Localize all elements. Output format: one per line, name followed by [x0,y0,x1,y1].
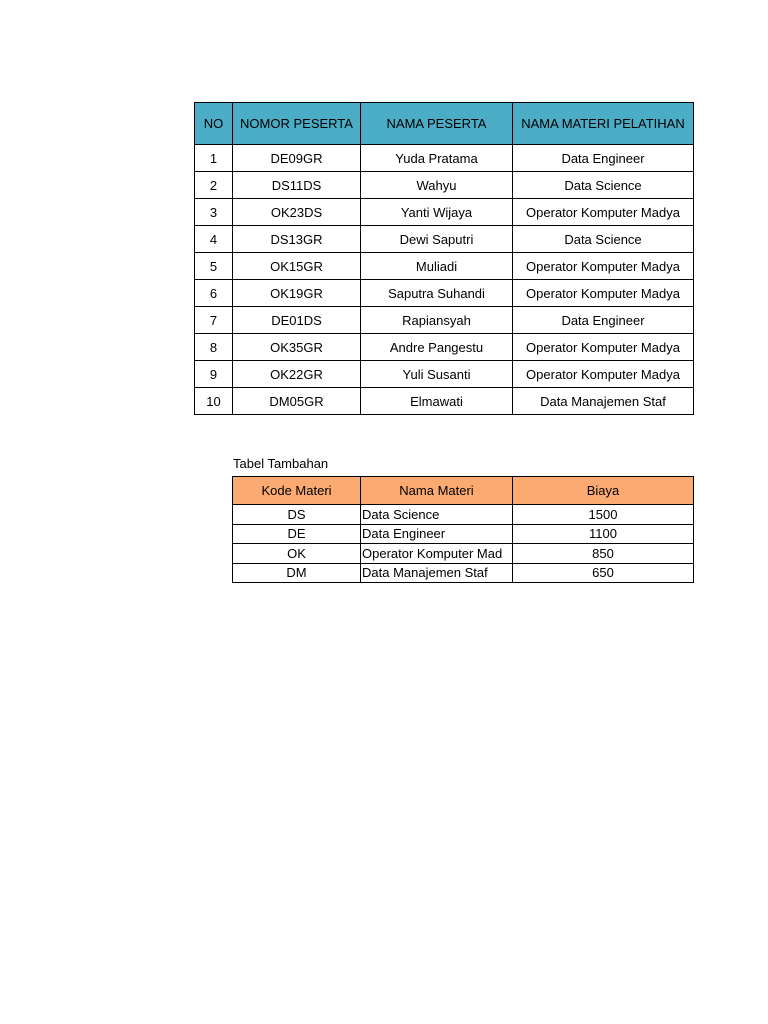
cell-nama-materi[interactable]: Operator Komputer Mad [361,544,513,564]
cell-biaya[interactable]: 1100 [513,524,694,544]
cell-nama-materi[interactable]: Data Science [513,172,694,199]
cell-nama-peserta[interactable]: Yanti Wijaya [361,199,513,226]
cell-no[interactable]: 7 [195,307,233,334]
cell-nama-materi[interactable]: Operator Komputer Madya [513,334,694,361]
cell-nama-peserta[interactable]: Yuda Pratama [361,145,513,172]
cell-kode-materi[interactable]: DE [233,524,361,544]
cell-no[interactable]: 10 [195,388,233,415]
cell-nama-peserta[interactable]: Rapiansyah [361,307,513,334]
table-row [195,199,694,226]
cell-nomor-peserta[interactable]: DE01DS [233,307,361,334]
cell-no[interactable]: 5 [195,253,233,280]
participant-table [194,102,694,415]
table-row [233,563,694,583]
cell-nama-peserta[interactable]: Andre Pangestu [361,334,513,361]
cell-nomor-peserta[interactable]: OK35GR [233,334,361,361]
table-row [195,253,694,280]
cell-nomor-peserta[interactable]: DM05GR [233,388,361,415]
cell-nama-peserta[interactable]: Dewi Saputri [361,226,513,253]
cell-nomor-peserta[interactable]: OK19GR [233,280,361,307]
cell-biaya[interactable]: 850 [513,544,694,564]
cell-biaya[interactable]: 650 [513,563,694,583]
cell-nama-materi[interactable]: Operator Komputer Madya [513,361,694,388]
cell-biaya[interactable]: 1500 [513,505,694,525]
cell-nama-materi[interactable]: Data Science [361,505,513,525]
table-row [233,524,694,544]
cell-nomor-peserta[interactable]: DS11DS [233,172,361,199]
cell-kode-materi[interactable]: DM [233,563,361,583]
table-row [195,172,694,199]
cell-nama-materi[interactable]: Data Manajemen Staf [513,388,694,415]
cell-kode-materi[interactable]: DS [233,505,361,525]
materi-cost-table [232,476,694,583]
cell-no[interactable]: 6 [195,280,233,307]
table-row [233,544,694,564]
cell-nama-materi[interactable]: Data Engineer [361,524,513,544]
cell-no[interactable]: 4 [195,226,233,253]
table-row [195,280,694,307]
cell-nama-materi[interactable]: Data Engineer [513,145,694,172]
table-row [195,361,694,388]
cell-nama-materi[interactable]: Operator Komputer Madya [513,280,694,307]
cell-nomor-peserta[interactable]: OK23DS [233,199,361,226]
cell-nama-peserta[interactable]: Muliadi [361,253,513,280]
header-biaya[interactable]: Biaya [513,477,694,505]
header-nama-materi[interactable]: Nama Materi [361,477,513,505]
cell-nama-materi[interactable]: Data Manajemen Staf [361,563,513,583]
cell-no[interactable]: 8 [195,334,233,361]
header-nama-materi-pelatihan[interactable]: NAMA MATERI PELATIHAN [513,103,694,145]
header-no[interactable]: NO [195,103,233,145]
table-header-row [233,477,694,505]
cell-nama-peserta[interactable]: Wahyu [361,172,513,199]
table-row [233,505,694,525]
cell-kode-materi[interactable]: OK [233,544,361,564]
header-nomor-peserta[interactable]: NOMOR PESERTA [233,103,361,145]
table-header-row [195,103,694,145]
table-row [195,334,694,361]
cell-no[interactable]: 1 [195,145,233,172]
header-nama-peserta[interactable]: NAMA PESERTA [361,103,513,145]
cell-no[interactable]: 3 [195,199,233,226]
extra-table-caption[interactable]: Tabel Tambahan [233,456,329,471]
header-kode-materi[interactable]: Kode Materi [233,477,361,505]
cell-nama-materi[interactable]: Operator Komputer Madya [513,199,694,226]
cell-nama-peserta[interactable]: Yuli Susanti [361,361,513,388]
cell-no[interactable]: 9 [195,361,233,388]
cell-nama-peserta[interactable]: Elmawati [361,388,513,415]
cell-nomor-peserta[interactable]: DE09GR [233,145,361,172]
table-row [195,226,694,253]
cell-nama-materi[interactable]: Data Engineer [513,307,694,334]
cell-nomor-peserta[interactable]: DS13GR [233,226,361,253]
cell-nomor-peserta[interactable]: OK15GR [233,253,361,280]
cell-nama-materi[interactable]: Operator Komputer Madya [513,253,694,280]
cell-nama-materi[interactable]: Data Science [513,226,694,253]
table-row [195,307,694,334]
cell-nomor-peserta[interactable]: OK22GR [233,361,361,388]
cell-no[interactable]: 2 [195,172,233,199]
cell-nama-peserta[interactable]: Saputra Suhandi [361,280,513,307]
table-row [195,388,694,415]
table-row [195,145,694,172]
